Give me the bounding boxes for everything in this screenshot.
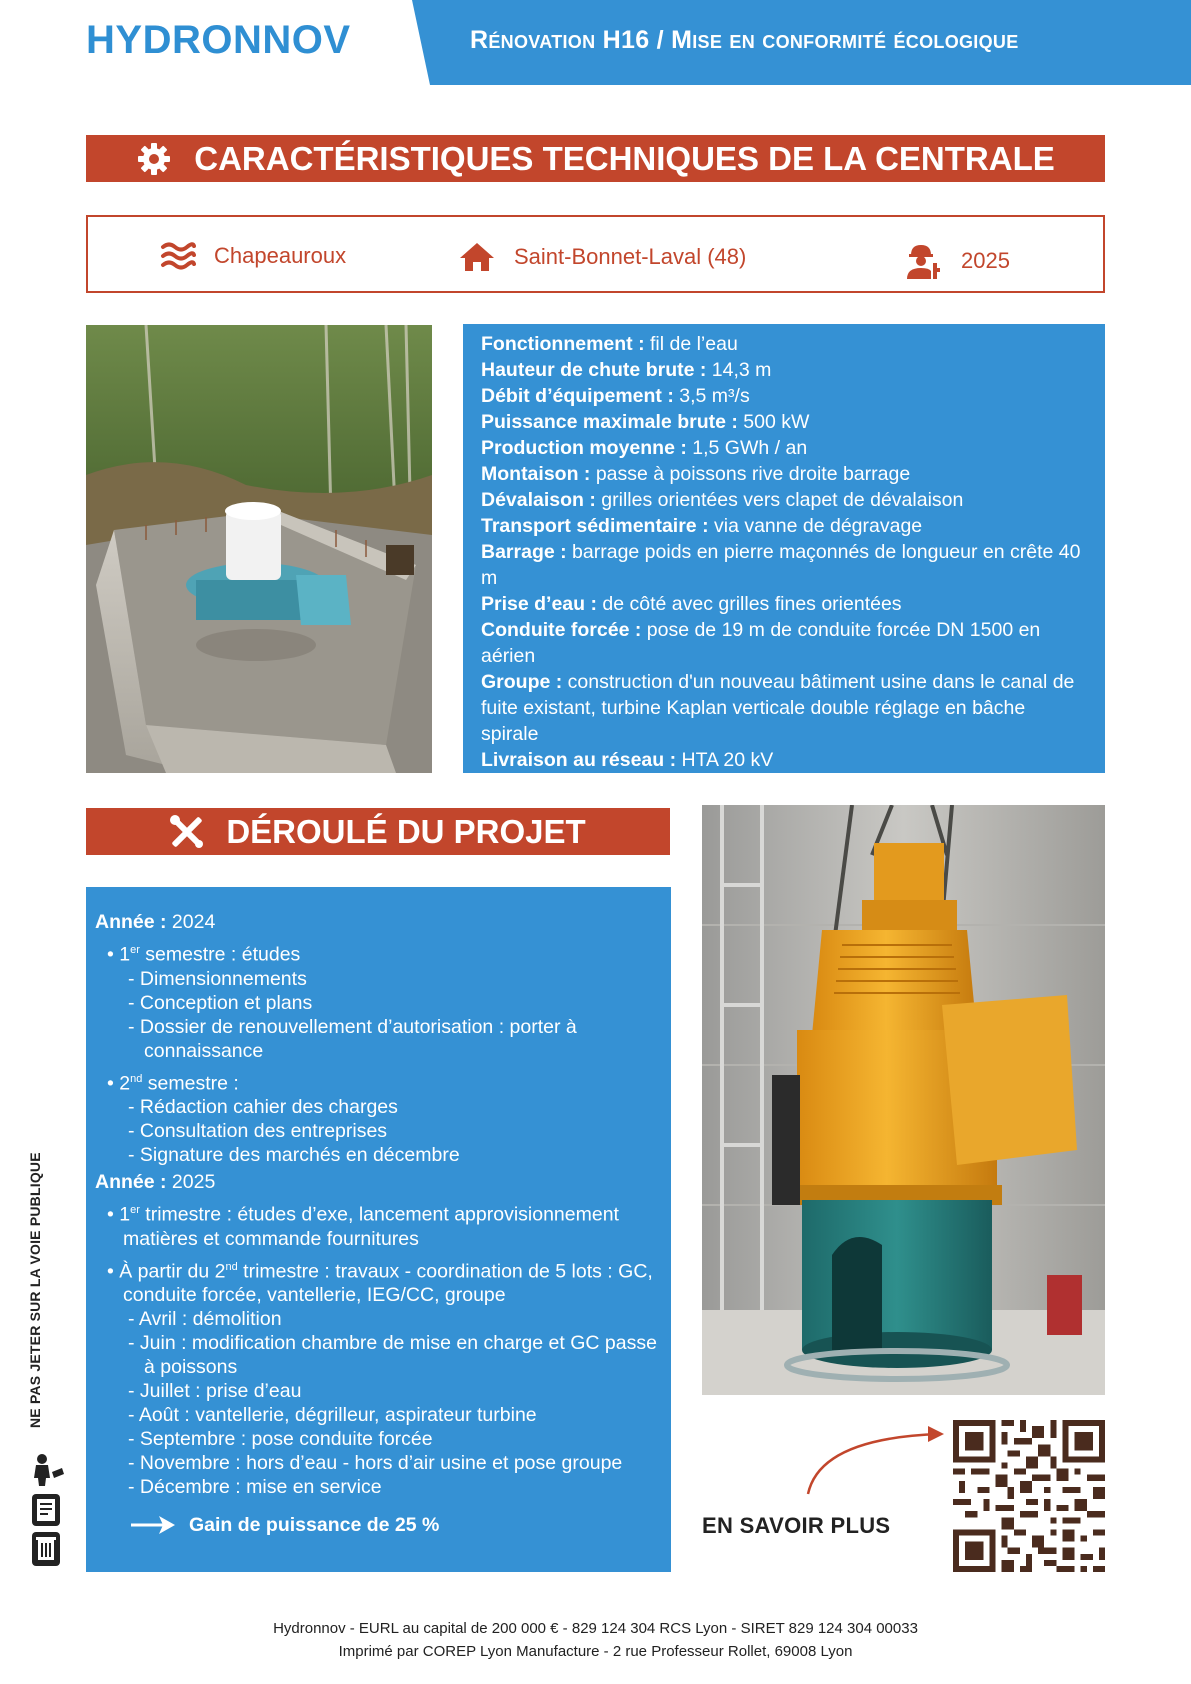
list-item: - Dossier de renouvellement d’autorisation : porter à connaissance xyxy=(128,1015,577,1062)
list-item: - Rédaction cahier des charges xyxy=(128,1096,398,1118)
list-item: - Dimensionnements xyxy=(128,967,307,990)
project-timeline-panel xyxy=(86,887,671,1572)
technical-section-title xyxy=(86,135,1105,182)
spec-sediment: Transport sédimentaire : via vanne de dégravage xyxy=(481,515,923,537)
trimester-2: • À partir du 2nd trimestre : travaux - coordination de 5 lots : GC, conduite forcée, vantellerie, IEG/CC, groupe xyxy=(107,1260,653,1306)
spec-grid: Livraison au réseau : HTA 20 kV xyxy=(481,749,774,771)
location-info xyxy=(458,241,746,273)
tools-icon xyxy=(170,815,204,849)
header-title: Rénovation H16 / Mise en conformité écologique xyxy=(470,26,1019,54)
list-item: - Avril : démolition xyxy=(128,1308,282,1330)
list-item: - Conception et plans xyxy=(128,991,313,1014)
trimester-1: • 1er trimestre : études d’exe, lancement approvisionnement matières et commande fournitures xyxy=(107,1203,619,1250)
construction-site-photo xyxy=(86,325,432,773)
water-waves-icon xyxy=(160,241,196,271)
list-item: - Août : vantellerie, dégrilleur, aspirateur turbine xyxy=(128,1404,537,1426)
spec-operation: Fonctionnement : fil de l’eau xyxy=(481,333,738,355)
person-dropping-icon xyxy=(34,1454,64,1486)
year-2025: Année : 2025 xyxy=(95,1171,216,1193)
river-name: Chapeauroux xyxy=(214,243,347,268)
spec-penstock: Conduite forcée : pose de 19 m de conduite forcée DN 1500 en aérien xyxy=(481,619,1041,667)
spec-flow: Débit d’équipement : 3,5 m³/s xyxy=(481,385,750,407)
spec-production: Production moyenne : 1,5 GWh / an xyxy=(481,437,808,459)
location-name: Saint-Bonnet-Laval (48) xyxy=(514,244,747,269)
semester-1: • 1er semestre : études xyxy=(107,943,301,966)
spec-downstream-migration: Dévalaison : grilles orientées vers clapet de dévalaison xyxy=(481,489,964,511)
spec-dam: Barrage : barrage poids en pierre maçonnés de longueur en crête 40 m xyxy=(481,541,1081,589)
footer-printer: Imprimé par COREP Lyon Manufacture - 2 rue Professeur Rollet, 69008 Lyon xyxy=(338,1643,853,1660)
spec-upstream-migration: Montaison : passe à poissons rive droite barrage xyxy=(481,463,911,485)
list-item: - Décembre : mise en service xyxy=(128,1476,382,1498)
arrow-right-icon xyxy=(129,1514,177,1536)
curved-arrow-icon xyxy=(800,1418,950,1498)
footer-legal: Hydronnov - EURL au capital de 200 000 € - 829 124 304 RCS Lyon - SIRET 829 124 304 00033 xyxy=(273,1620,918,1637)
list-item: - Juillet : prise d’eau xyxy=(128,1380,302,1402)
qr-code[interactable] xyxy=(953,1420,1105,1572)
spec-group: Groupe : construction d'un nouveau bâtiment usine dans le canal de fuite existant, turbine Kaplan verticale double réglage en bâche spirale xyxy=(481,671,1075,745)
list-item: - Consultation des entreprises xyxy=(128,1120,388,1142)
technical-specs-panel xyxy=(463,324,1105,773)
recycle-icons xyxy=(28,1452,66,1567)
recycle-notice: NE PAS JETER SUR LA VOIE PUBLIQUE xyxy=(27,1152,43,1428)
house-icon xyxy=(458,241,496,273)
spec-intake: Prise d’eau : de côté avec grilles fines orientées xyxy=(481,593,902,615)
semester-2: • 2nd semestre : xyxy=(107,1072,239,1094)
worker-icon xyxy=(903,241,943,281)
trash-bin-icon xyxy=(32,1532,60,1566)
river-info xyxy=(160,241,346,271)
year-info xyxy=(903,241,1010,281)
year-2024: Année : 2024 xyxy=(95,911,216,933)
project-section-title xyxy=(86,808,670,855)
list-item: - Signature des marchés en décembre xyxy=(128,1144,460,1166)
spec-power: Puissance maximale brute : 500 kW xyxy=(481,411,810,433)
list-item: - Septembre : pose conduite forcée xyxy=(128,1428,433,1450)
commissioning-year: 2025 xyxy=(961,248,1010,273)
project-section-label: DÉROULÉ DU PROJET xyxy=(226,812,586,850)
technical-section-label: CARACTÉRISTIQUES TECHNIQUES DE LA CENTRALE xyxy=(194,139,1055,177)
paper-icon xyxy=(32,1494,60,1526)
list-item: - Novembre : hors d’eau - hors d’air usine et pose groupe xyxy=(128,1452,623,1474)
list-item: - Juin : modification chambre de mise en charge et GC passe à poissons xyxy=(128,1332,657,1378)
learn-more-label: EN SAVOIR PLUS xyxy=(702,1513,891,1538)
spec-head: Hauteur de chute brute : 14,3 m xyxy=(481,359,772,381)
brand-logo: HYDRONNOV xyxy=(86,18,351,62)
turbine-group-photo xyxy=(702,805,1105,1395)
site-info-box xyxy=(86,215,1105,293)
power-gain-text: Gain de puissance de 25 % xyxy=(189,1514,440,1536)
power-gain xyxy=(95,1513,659,1537)
gear-icon xyxy=(136,141,172,177)
